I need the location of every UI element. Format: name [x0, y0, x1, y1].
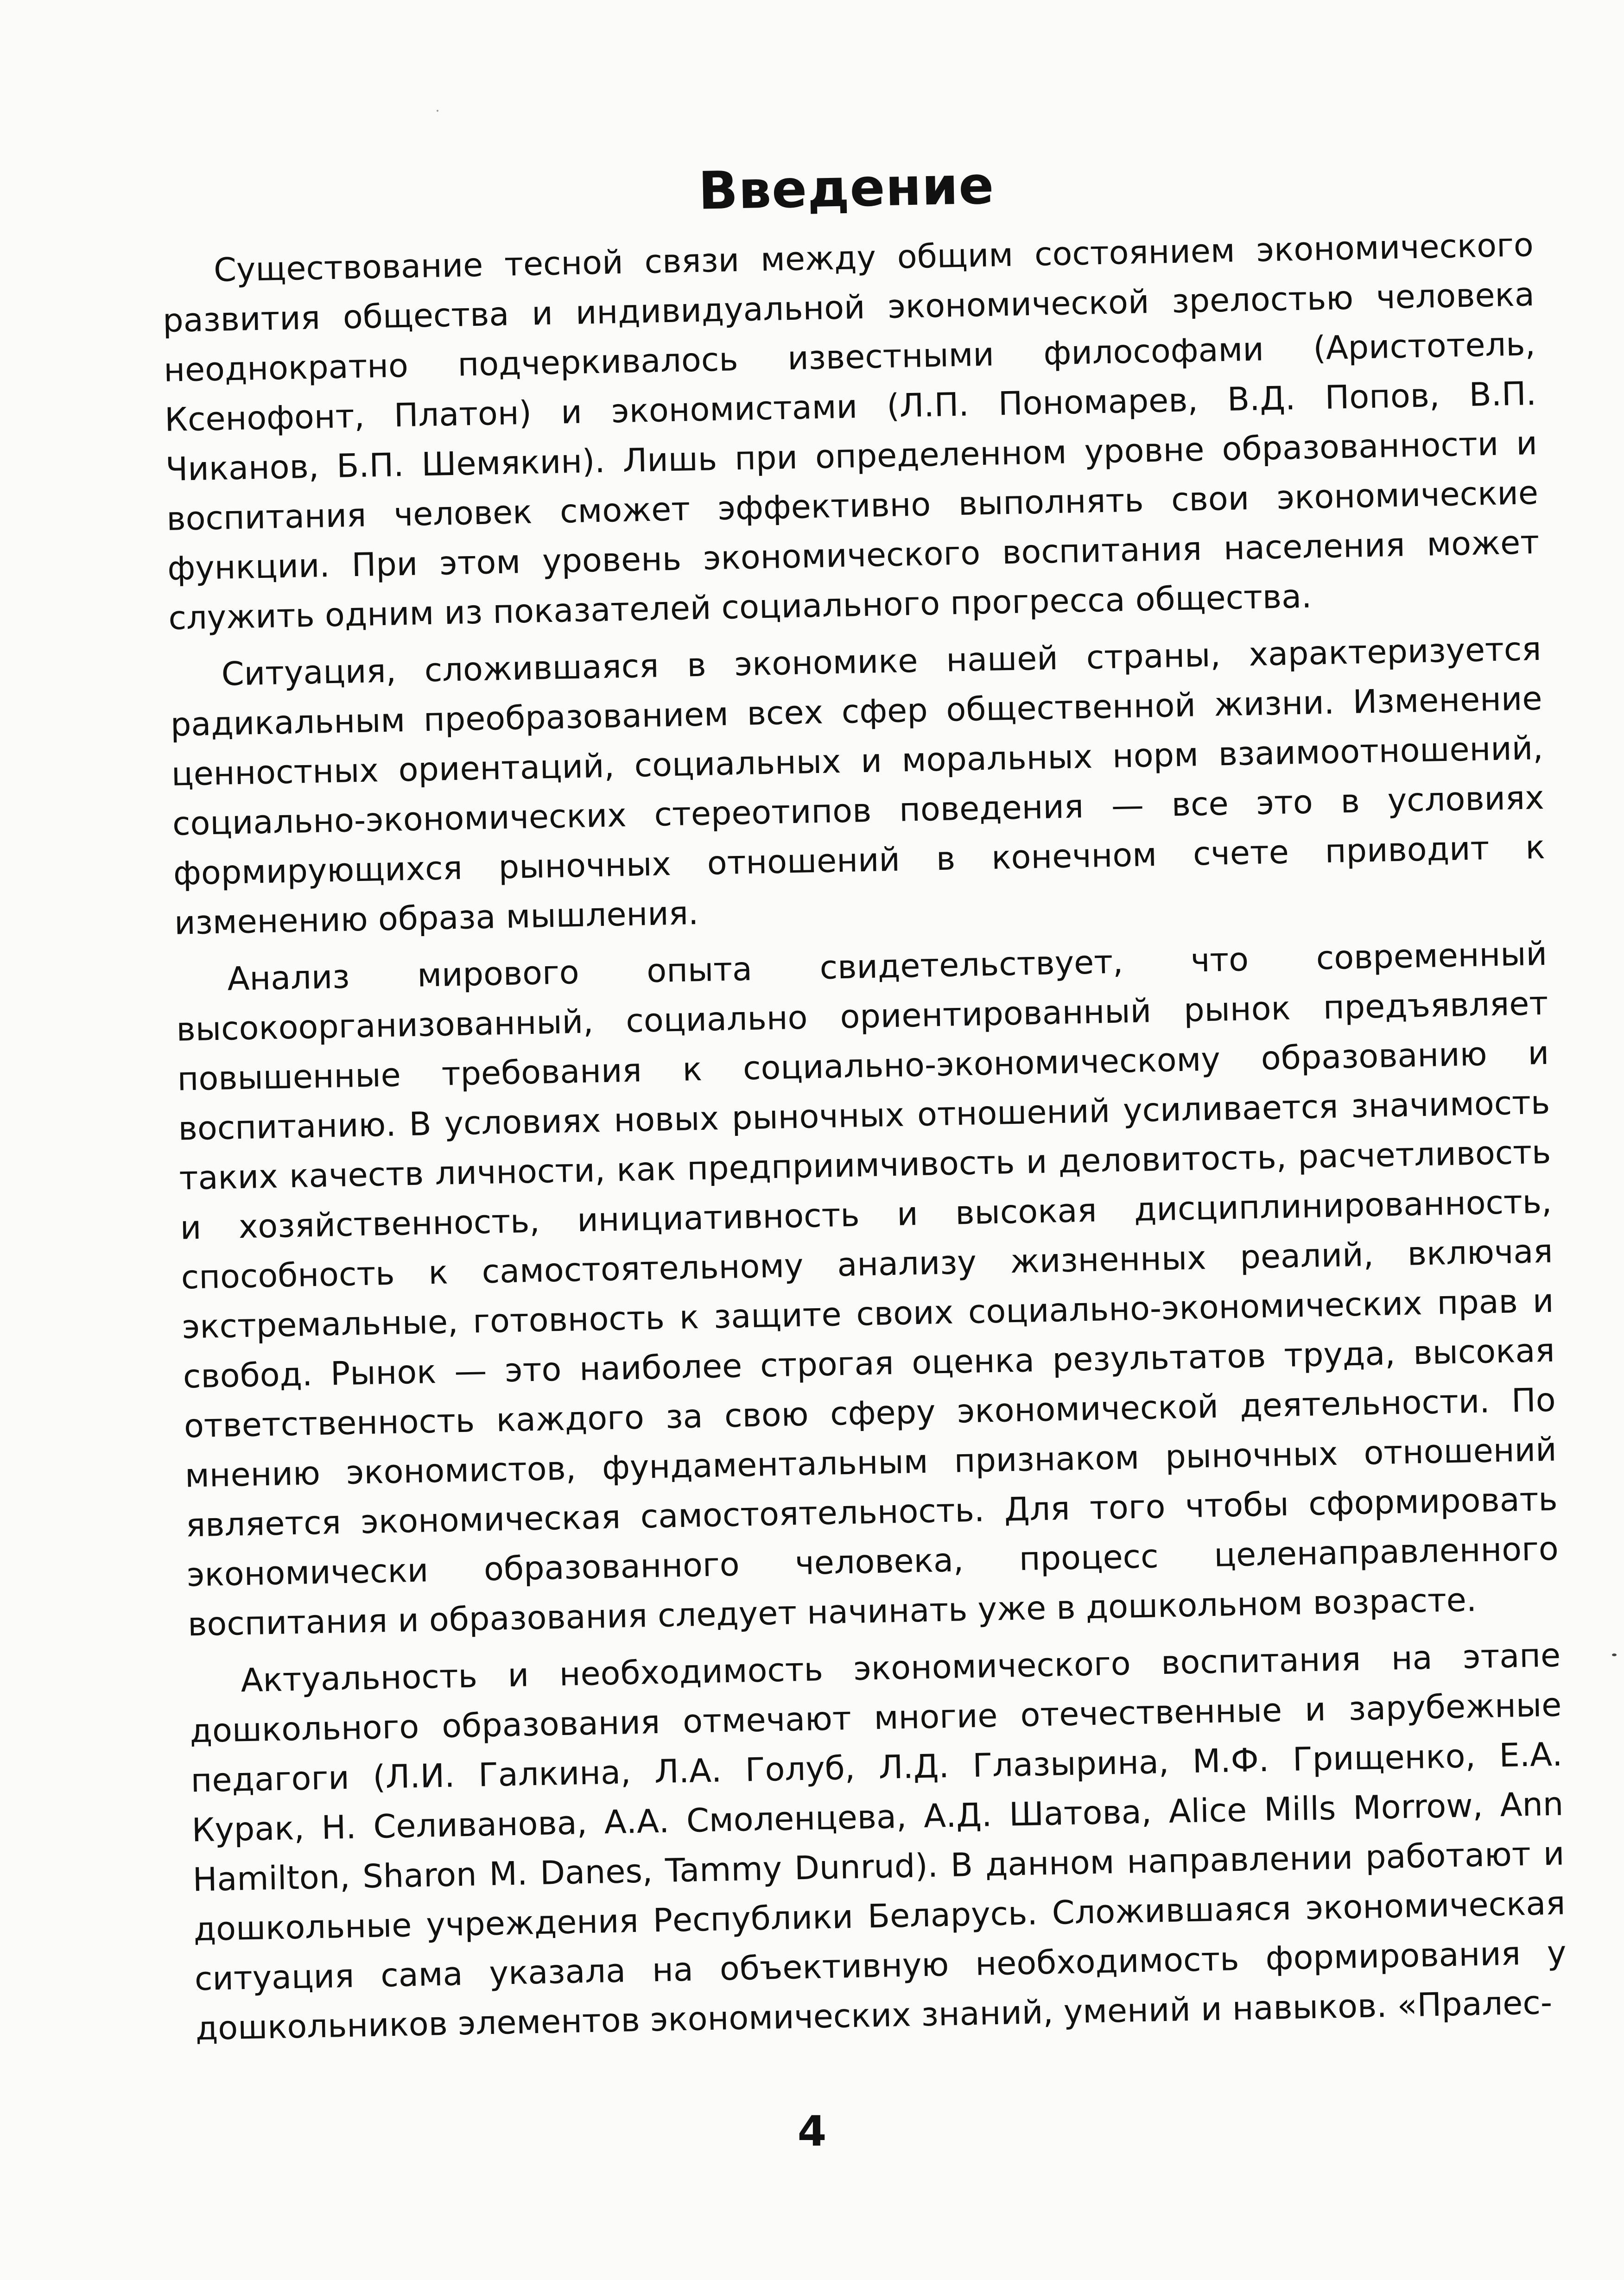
paragraph-2: Ситуация, сложившаяся в экономике нашей страны, характеризуется радикальным преобразованием всех сфер общественной жизни. Изменение ценностных ориентаций, социальных и моральных норм взаимоотношений, социально-экономических стереотипов поведения — все это в условиях формирующихся рыночных отношений в конечном счете приводит к изменению образа мышления. [170, 629, 1546, 942]
paragraph-4: Актуальность и необходимость экономического воспитания на этапе дошкольного образования отмечают многие отечественные и зарубежные педагоги (Л.И. Галкина, Л.А. Голуб, Л.Д. Глазырина, М.Ф. Грищенко, Е.А. Курак, Н. Селиванова, А.А. Смоленцева, А.Д. Шатова, Alice Mills Morrow, Ann Hamilton, Sharon M. Danes, Tammy Dunrud). В данном направлении работают и дошкольные учреждения Республики Беларусь. Сложившаяся экономическая ситуация сама указала на объективную необходимость формирования у дошкольников элементов экономических знаний, умений и навыков. «Пралес- [189, 1636, 1567, 2048]
page-number: 4 [797, 2107, 827, 2156]
page-title: Введение [698, 155, 995, 222]
paragraph-3: Анализ мирового опыта свидетельствует, что современный высокоорганизованный, социально ориентированный рынок предъявляет повышенные требования к социально-экономическому образованию и воспитанию. В условиях новых рыночных отношений усиливается значимость таких качеств личности, как предприимчивость и деловитость, расчетливость и хозяйственность, инициативность и высокая дисциплинированность, способность к самостоятельному анализу жизненных реалий, включая экстремальные, готовность к защите своих социально-экономических прав и свобод. Рынок — это наиболее строгая оценка результатов труда, высокая ответственность каждого за свою сферу экономической деятельности. По мнению экономистов, фундаментальным признаком рыночных отношений является экономическая самостоятельность. Для того чтобы сформировать экономически образованного человека, процесс целенаправленного воспитания и образования следует начинать уже в дошкольном возрасте. [176, 934, 1559, 1644]
paragraph-1: Существование тесной связи между общим состоянием экономического развития общества и индивидуальной экономической зрелостью человека неоднократно подчеркивалось известными философами (Аристотель, Ксенофонт, Платон) и экономистами (Л.П. Пономарев, В.Д. Попов, В.П. Чиканов, Б.П. Шемякин). Лишь при определенном уровне образованности и воспитания человек сможет эффективно выполнять свои экономические функции. При этом уровень экономического воспитания населения может служить одним из показателей социального прогресса общества. [162, 226, 1540, 637]
page-text-block [160, 145, 1568, 2061]
scan-speck [437, 110, 438, 112]
scan-speck [1612, 1653, 1617, 1656]
